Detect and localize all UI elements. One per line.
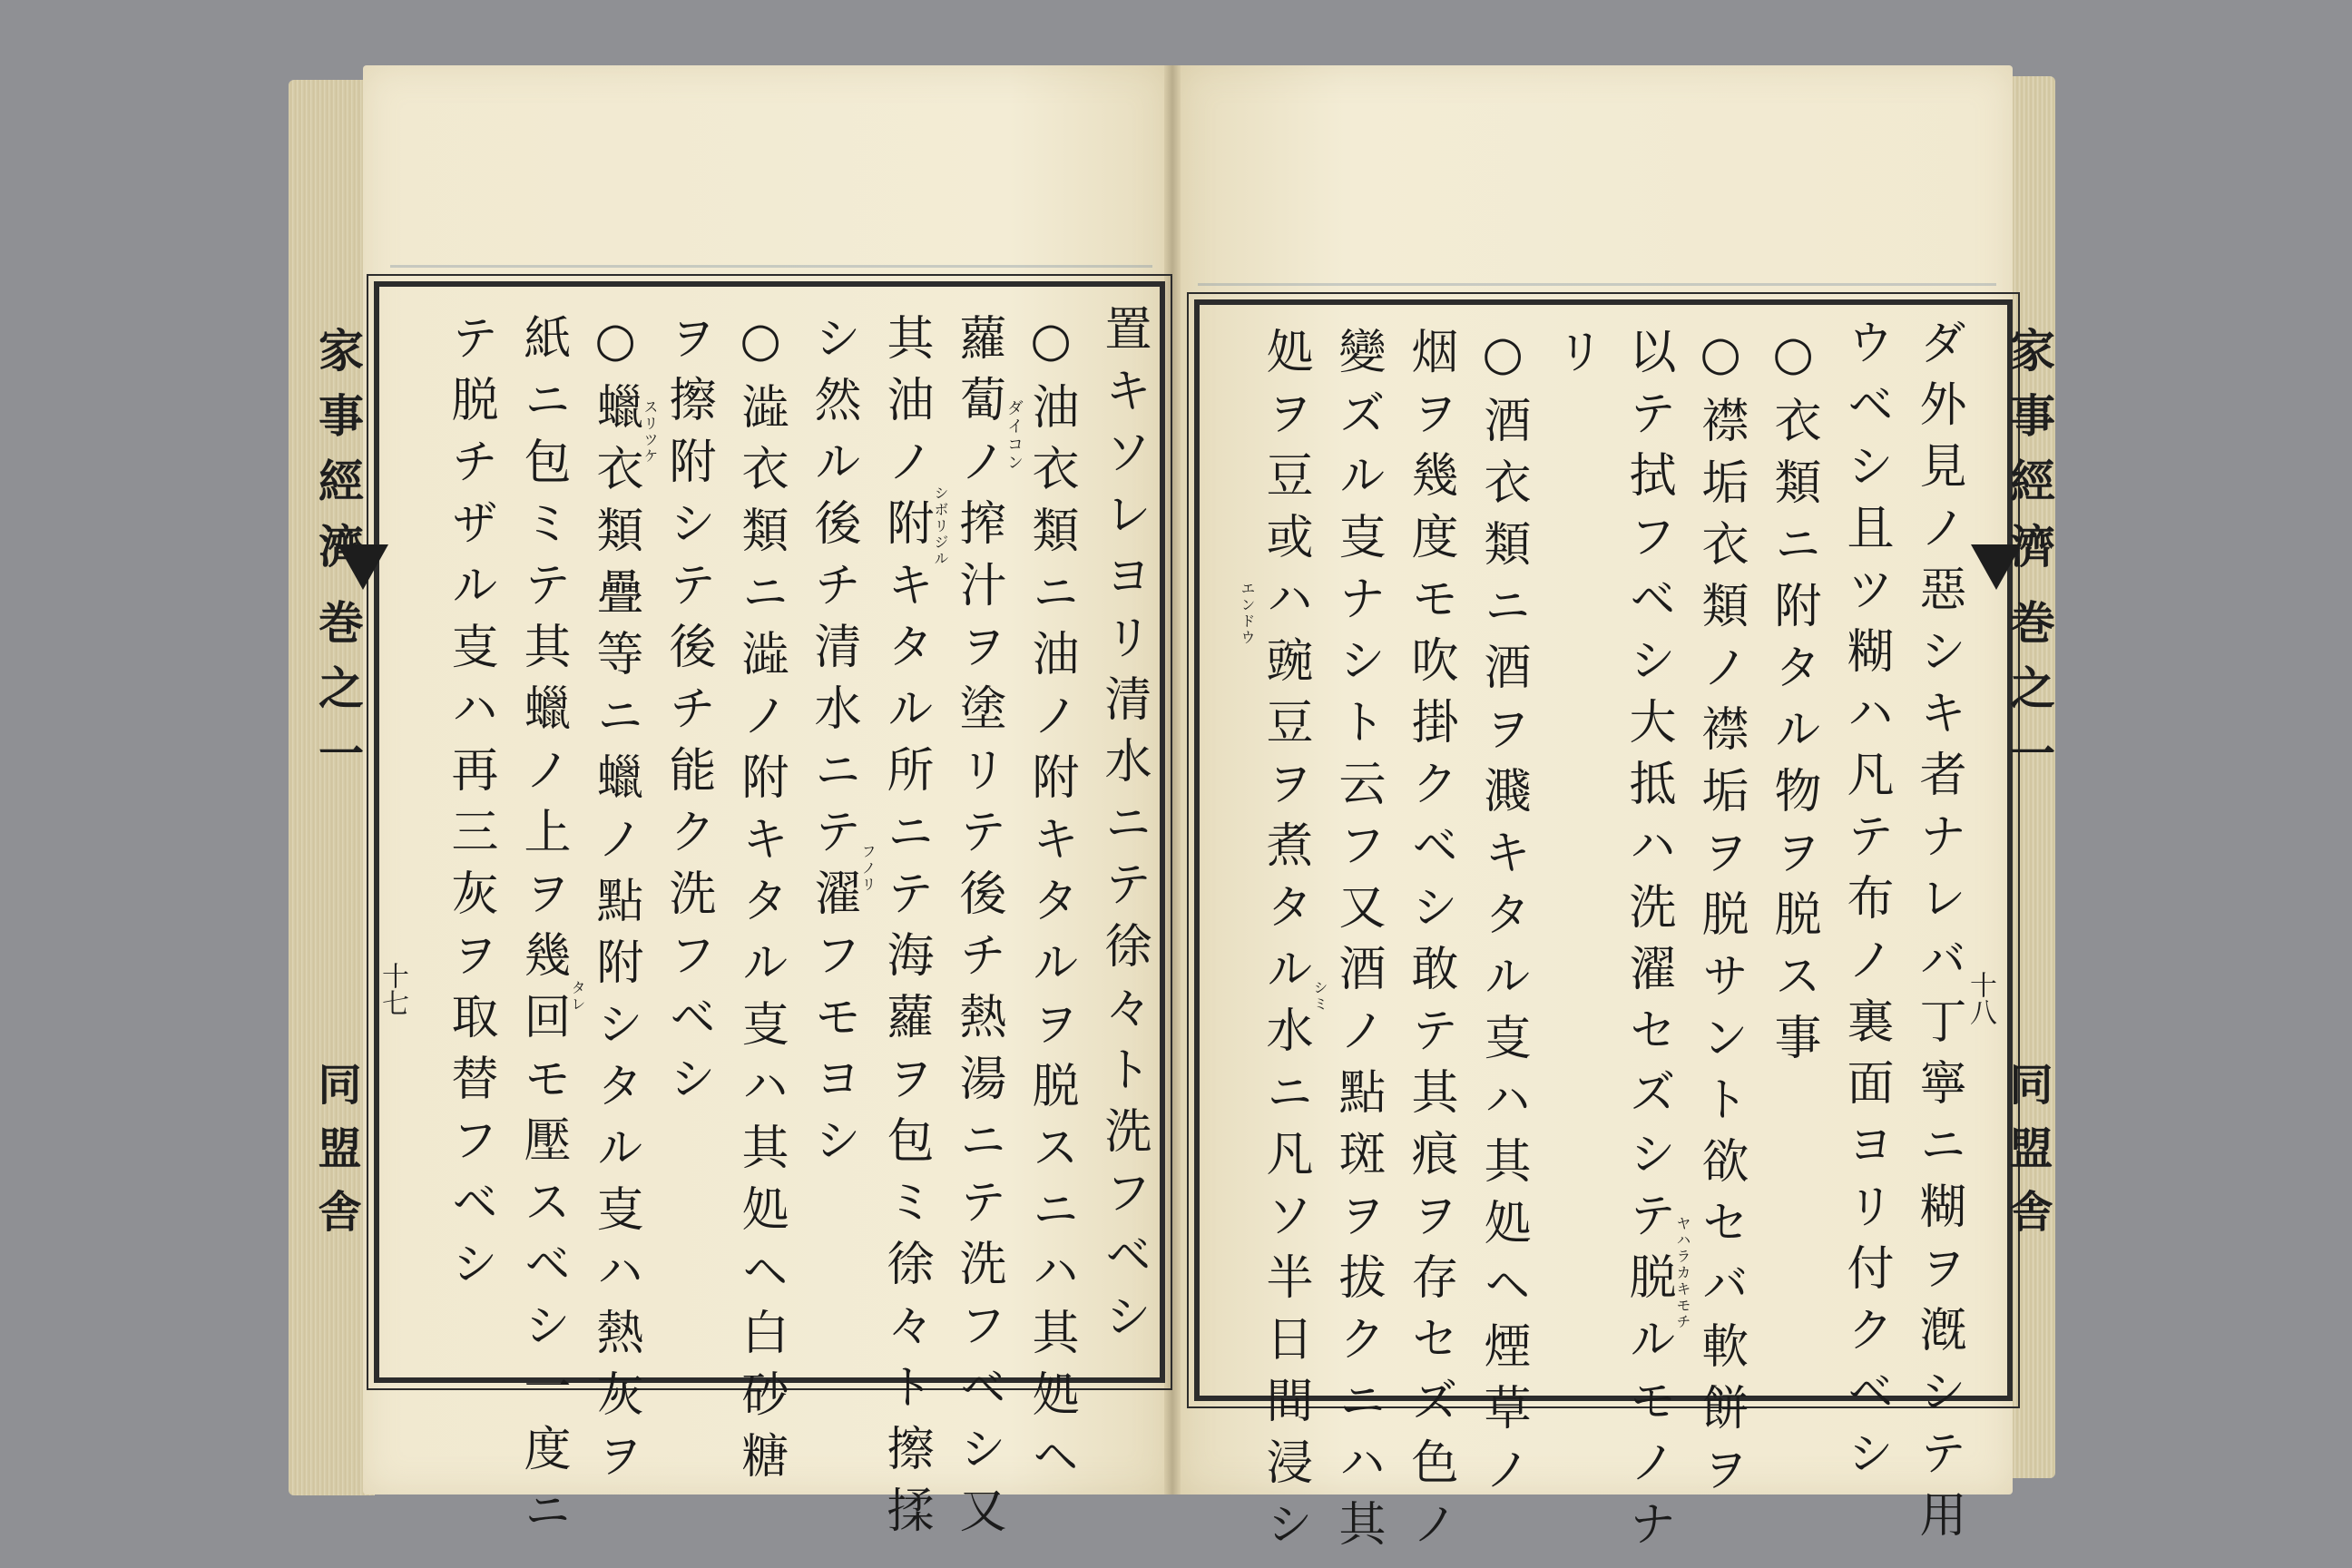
- right-hashira-volume: 巻之一: [2003, 599, 2056, 795]
- right-folio: 十八: [1965, 971, 1996, 1025]
- left-hashira-title: 家事經濟: [311, 327, 365, 588]
- ruby-endou: エンドウ: [1239, 581, 1256, 646]
- left-column-7: ヲ擦附シテ後チ能ク洗フベシ: [661, 313, 715, 1115]
- right-column-5: 以テ拭フベシ大抵ハ洗濯セズシテ脱ルモノナ: [1621, 327, 1675, 1561]
- ruby-shimi: シミ: [1311, 980, 1328, 1013]
- right-column-8: 烟ヲ幾度モ吹掛クベシ敢テ其痕ヲ存セズ色ノ: [1403, 327, 1457, 1561]
- ruby-surituke: スリツケ: [642, 399, 659, 465]
- right-column-7: ○酒衣類ニ酒ヲ濺キタル㕝ハ其処ヘ煙草ノ: [1475, 327, 1530, 1506]
- left-column-1: 置キソレヨリ清水ニテ徐々ト洗フベシ: [1096, 304, 1151, 1353]
- left-column-5: シ然ル後チ清水ニテ濯フモヨシ: [806, 313, 860, 1177]
- right-column-10: 処ヲ豆或ハ豌豆ヲ煮タル水ニ凡ソ半日間浸シ: [1258, 327, 1312, 1561]
- ruby-shiborijiru: シボリジル: [932, 485, 949, 567]
- right-publisher: 同盟舎: [2002, 1062, 2053, 1252]
- right-column-6: リ: [1548, 327, 1602, 388]
- right-column-1: ダ外見ノ惡シキ者ナレバ丁寧ニ糊ヲ漑シテ用: [1911, 318, 1965, 1552]
- left-column-8: ○蠟衣類疊等ニ蠟ノ點附シタル㕝ハ熱灰ヲ: [588, 313, 642, 1493]
- right-hashira-title: 家事經濟: [2003, 327, 2056, 588]
- left-column-10: テ脱チザル㕝ハ再三灰ヲ取替フベシ: [443, 313, 497, 1300]
- ruby-tare: タレ: [569, 980, 586, 1013]
- left-publisher: 同盟舎: [310, 1062, 361, 1252]
- left-column-9: 紙ニ包ミテ其蠟ノ上ヲ幾回モ壓スベシ一度ニ: [515, 313, 570, 1547]
- right-column-4: ○襟垢衣類ノ襟垢ヲ脱サント欲セバ軟餅ヲ: [1693, 327, 1748, 1506]
- left-folio: 十七: [377, 962, 408, 1016]
- left-hashira-volume: 巻之一: [311, 599, 365, 795]
- right-column-9: 變ズル㕝ナシト云フ又酒ノ點斑ヲ拔クニハ其: [1330, 327, 1385, 1561]
- ruby-yawarakakimochi: ヤハラカキモチ: [1674, 1216, 1691, 1330]
- left-column-3: 蘿蔔ノ搾汁ヲ塗リテ後チ熱湯ニテ洗フベシ又: [951, 313, 1005, 1547]
- book-gutter: [1164, 65, 1181, 1494]
- ruby-daikon: ダイコン: [1004, 399, 1024, 472]
- left-column-2: ○油衣類ニ油ノ附キタルヲ脱スニハ其処ヘ: [1024, 313, 1078, 1493]
- left-column-4: 其油ノ附キタル所ニテ海蘿ヲ包ミ徐々ト擦揉: [878, 313, 933, 1547]
- left-column-6: ○澁衣類ニ澁ノ附キタル㕝ハ其処ヘ白砂糖: [733, 313, 788, 1493]
- right-column-2: ウベシ且ツ糊ハ凡テ布ノ裏面ヨリ付クベシ: [1838, 318, 1893, 1490]
- right-fishtail-icon: [1971, 544, 2022, 590]
- show-through-line: [390, 265, 1152, 268]
- show-through-line: [1198, 283, 1996, 286]
- ruby-funori: フノリ: [859, 844, 877, 893]
- right-column-3: ○衣類ニ附タル物ヲ脱ス事: [1766, 327, 1820, 1074]
- left-fishtail-icon: [338, 544, 388, 590]
